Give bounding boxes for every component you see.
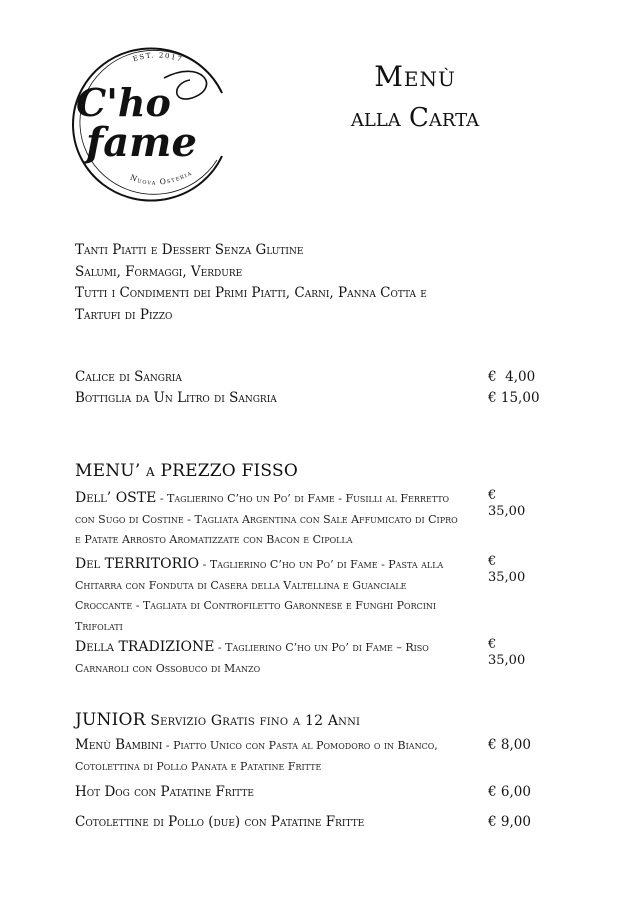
item-description: - Piatto Unico con Pasta al Pomodoro o in Bianco, Cotolettina di Pollo Panata e Patatine Fritte xyxy=(75,739,438,773)
item-description: - Taglierino C’ho un Po’ di Fame - Fusilli al Ferretto con Sugo di Costine - Tagliata Argentina con Sale Affumicato di Cipro e Patate Arrosto Aromatizzate con Bacon e Cipolla xyxy=(75,492,458,546)
item-currency: € xyxy=(488,554,497,569)
item-name: Della TRADIZIONE xyxy=(75,639,215,655)
logo-bottom-text: Nuova Osteria xyxy=(128,167,194,187)
menu-title-line2: alla Carta xyxy=(350,103,480,133)
svg-text:Nuova Osteria xyxy=(129,168,194,187)
feature-line: Tartufi di Pizzo xyxy=(75,306,173,323)
item-name: Del TERRITORIO xyxy=(75,556,200,572)
item-price: 35,00 xyxy=(488,504,526,519)
logo-line1: C'ho xyxy=(76,80,171,125)
item-description: - Taglierino C’ho un Po’ di Fame - Pasta alla Chitarra con Fonduta di Casera della Valtellina e Guanciale Croccante - Tagliata di Controfiletto Garonnese e Funghi Porcini Trifolati xyxy=(75,558,444,633)
features-list xyxy=(75,240,475,326)
junior-item xyxy=(75,735,545,777)
item-name: Dell’ OSTE xyxy=(75,490,157,506)
feature-line: Tutti i Condimenti dei Primi Piatti, Carni, Panna Cotta e xyxy=(75,285,427,301)
fixed-menu-heading: MENU’ a PREZZO FISSO xyxy=(75,461,298,481)
item-currency: € xyxy=(488,488,497,503)
item-price: € 8,00 xyxy=(488,737,531,753)
junior-item xyxy=(75,814,545,830)
item-name: Cotolettine di Pollo (due) con Patatine Fritte xyxy=(75,814,365,830)
menu-title-line1: Menù xyxy=(374,60,456,93)
fixed-menu-item xyxy=(75,637,545,679)
chofame-logo xyxy=(72,38,242,203)
item-price: € 6,00 xyxy=(488,784,531,800)
drink-price: € 15,00 xyxy=(488,390,540,406)
drink-price: € 4,00 xyxy=(488,369,536,385)
item-name: Hot Dog con Patatine Fritte xyxy=(75,784,254,800)
feature-line: Salumi, Formaggi, Verdure xyxy=(75,263,243,280)
junior-heading xyxy=(75,710,360,730)
item-price: 35,00 xyxy=(488,570,526,585)
logo-est-text: EST. 2017 xyxy=(131,51,184,64)
logo-line2: fame xyxy=(86,119,197,166)
drink-name: Calice di Sangria xyxy=(75,369,182,385)
fixed-menu-item xyxy=(75,554,545,637)
feature-line: Tanti Piatti e Dessert Senza Glutine xyxy=(75,242,304,258)
item-price: 35,00 xyxy=(488,653,526,668)
junior-item xyxy=(75,784,545,800)
item-name: Menù Bambini xyxy=(75,737,163,753)
fixed-menu-item xyxy=(75,488,545,551)
junior-subtitle: Servizio Gratis fino a 12 Anni xyxy=(145,713,361,729)
item-description: - Taglierino C’ho un Po’ di Fame – Riso Carnaroli con Ossobuco di Manzo xyxy=(75,641,429,675)
item-currency: € xyxy=(488,637,497,652)
item-price: € 9,00 xyxy=(488,814,531,830)
junior-title: JUNIOR xyxy=(75,710,146,730)
drink-name: Bottiglia da Un Litro di Sangria xyxy=(75,390,277,406)
menu-title xyxy=(300,62,530,134)
